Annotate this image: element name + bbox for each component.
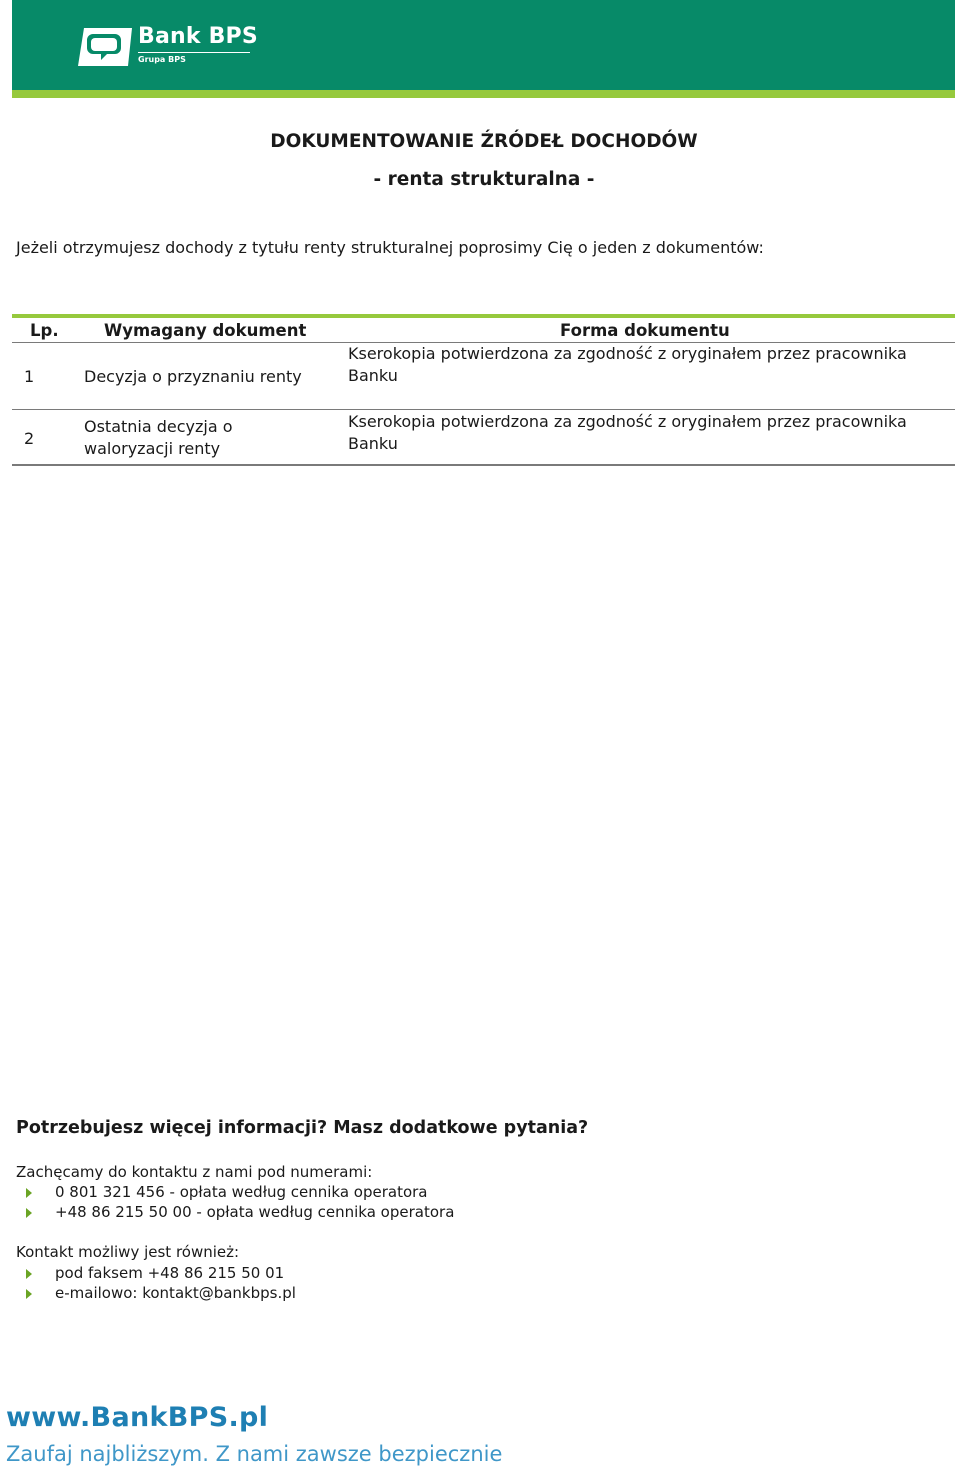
speech-bubble-logo-icon	[78, 26, 132, 66]
logo-bank-name: Bank BPS	[138, 24, 258, 49]
footer-website-link[interactable]: www.BankBPS.pl	[6, 1402, 269, 1433]
logo-divider	[138, 52, 250, 53]
email-link[interactable]: e-mailowo: kontakt@bankbps.pl	[55, 1284, 296, 1302]
contact-other-intro: Kontakt możliwy jest również:	[16, 1243, 240, 1261]
triangle-right-icon	[26, 1269, 32, 1279]
table-bottom-rule	[12, 464, 955, 466]
page-title: DOKUMENTOWANIE ŹRÓDEŁ DOCHODÓW	[270, 131, 698, 152]
row-document	[84, 416, 334, 460]
row-document-line: Ostatnia decyzja o	[84, 417, 233, 436]
header-banner	[12, 0, 955, 90]
row-form-line: Banku	[348, 434, 398, 453]
triangle-right-icon	[26, 1289, 32, 1299]
row-number: 2	[24, 429, 35, 448]
header-accent-stripe	[12, 90, 955, 98]
row-document: Decyzja o przyznaniu renty	[84, 367, 302, 386]
row-form-line: Banku	[348, 366, 398, 385]
row-divider	[12, 409, 955, 410]
row-form	[348, 343, 948, 387]
footer-slogan: Zaufaj najbliższym. Z nami zawsze bezpiecznie	[6, 1442, 503, 1466]
phone-number[interactable]: +48 86 215 50 00 - opłata według cennika operatora	[55, 1203, 455, 1221]
logo-group-name: Grupa BPS	[138, 55, 186, 64]
column-header-document: Wymagany dokument	[104, 321, 307, 340]
column-header-lp: Lp.	[30, 321, 59, 340]
page-subtitle: - renta strukturalna -	[373, 169, 595, 190]
row-form	[348, 411, 948, 455]
row-form-line: Kserokopia potwierdzona za zgodność z oryginałem przez pracownika	[348, 344, 907, 363]
intro-text: Jeżeli otrzymujesz dochody z tytułu renty strukturalnej poprosimy Cię o jeden z dokumentów:	[16, 238, 764, 257]
triangle-right-icon	[26, 1208, 32, 1218]
table-top-rule	[12, 314, 955, 318]
contact-heading: Potrzebujesz więcej informacji? Masz dodatkowe pytania?	[16, 1118, 589, 1138]
fax-number: pod faksem +48 86 215 50 01	[55, 1264, 285, 1282]
triangle-right-icon	[26, 1188, 32, 1198]
contact-phones-intro: Zachęcamy do kontaktu z nami pod numerami:	[16, 1163, 373, 1181]
row-document-line: waloryzacji renty	[84, 439, 221, 458]
phone-number[interactable]: 0 801 321 456 - opłata według cennika operatora	[55, 1183, 428, 1201]
row-number: 1	[24, 367, 35, 386]
row-form-line: Kserokopia potwierdzona za zgodność z oryginałem przez pracownika	[348, 412, 907, 431]
column-header-form: Forma dokumentu	[560, 321, 730, 340]
bank-logo[interactable]	[78, 24, 278, 72]
